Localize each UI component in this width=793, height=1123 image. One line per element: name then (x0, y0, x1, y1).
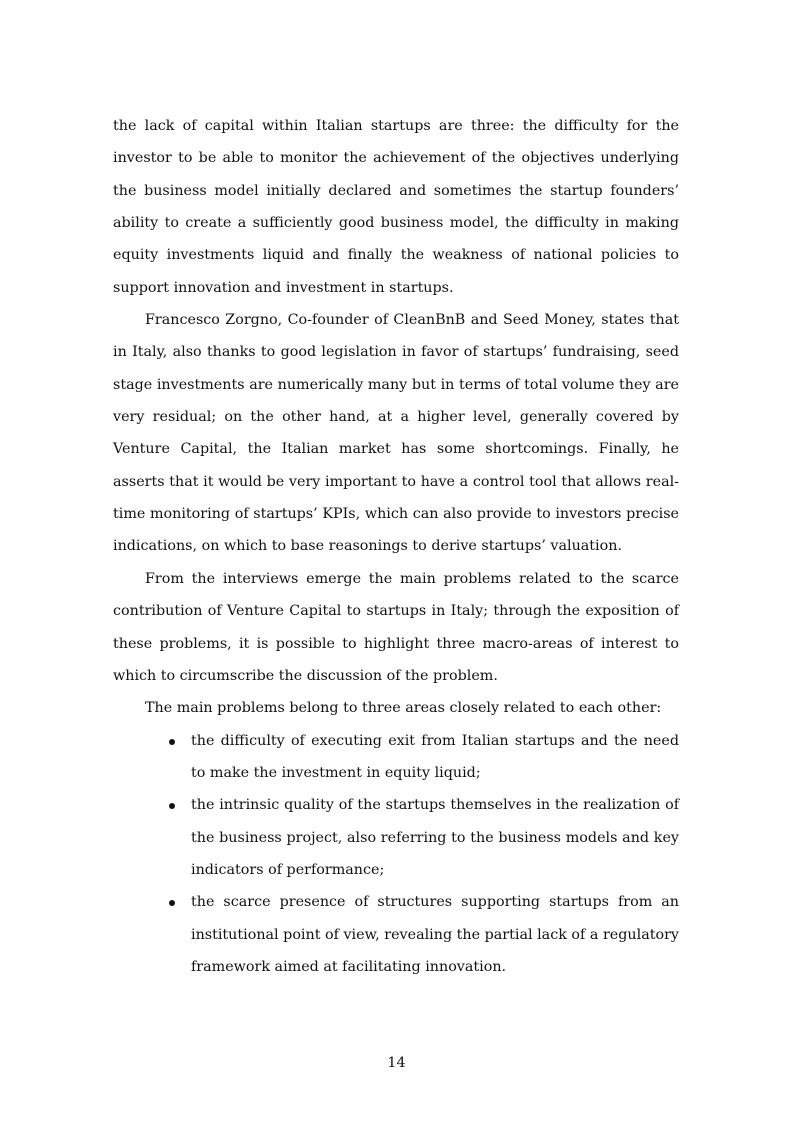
list-item-text: the intrinsic quality of the startups themselves in the realization of the business project, also referring to the business models and key indicators of performance; (191, 797, 679, 878)
bullet-icon (169, 900, 175, 906)
bullet-icon (169, 739, 175, 745)
list-item (113, 789, 679, 886)
bullet-icon (169, 803, 175, 809)
page-body (113, 110, 679, 983)
page-number: 14 (387, 1055, 406, 1071)
list-item (113, 886, 679, 983)
paragraph-zorgno-statement: Francesco Zorgno, Co-founder of CleanBnB and Seed Money, states that in Italy, also thanks to good legislation in favor of startups’ fundraising, seed stage investments are numerically many but in terms of total volume they are very residual; on the other hand, at a higher level, generally covered by Venture Capital, the Italian market has some shortcomings. Finally, he asserts that it would be very important to have a control tool that allows real-time monitoring of startups’ KPIs, which can also provide to investors precise indications, on which to base reasonings to derive startups’ valuation. (113, 312, 679, 555)
paragraph-interviews: From the interviews emerge the main problems related to the scarce contribution of Venture Capital to startups in Italy; through the exposition of these problems, it is possible to highlight three macro-areas of interest to which to circumscribe the discussion of the problem. (113, 570, 679, 684)
list-item-text: the scarce presence of structures supporting startups from an institutional point of view, revealing the partial lack of a regulatory framework aimed at facilitating innovation. (191, 894, 679, 975)
paragraph-continuation: the lack of capital within Italian startups are three: the difficulty for the investor to be able to monitor the achievement of the objectives underlying the business model initially declared and sometimes the startup founders’ ability to create a sufficiently good business model, the difficulty in making equity investments liquid and finally the weakness of national policies to support innovation and investment in startups. (113, 118, 679, 296)
list-item-text: the difficulty of executing exit from Italian startups and the need to make the investment in equity liquid; (191, 732, 679, 781)
list-item (113, 725, 679, 790)
problem-areas-list (113, 725, 679, 984)
paragraph-main-problems-intro: The main problems belong to three areas closely related to each other: (145, 700, 662, 717)
